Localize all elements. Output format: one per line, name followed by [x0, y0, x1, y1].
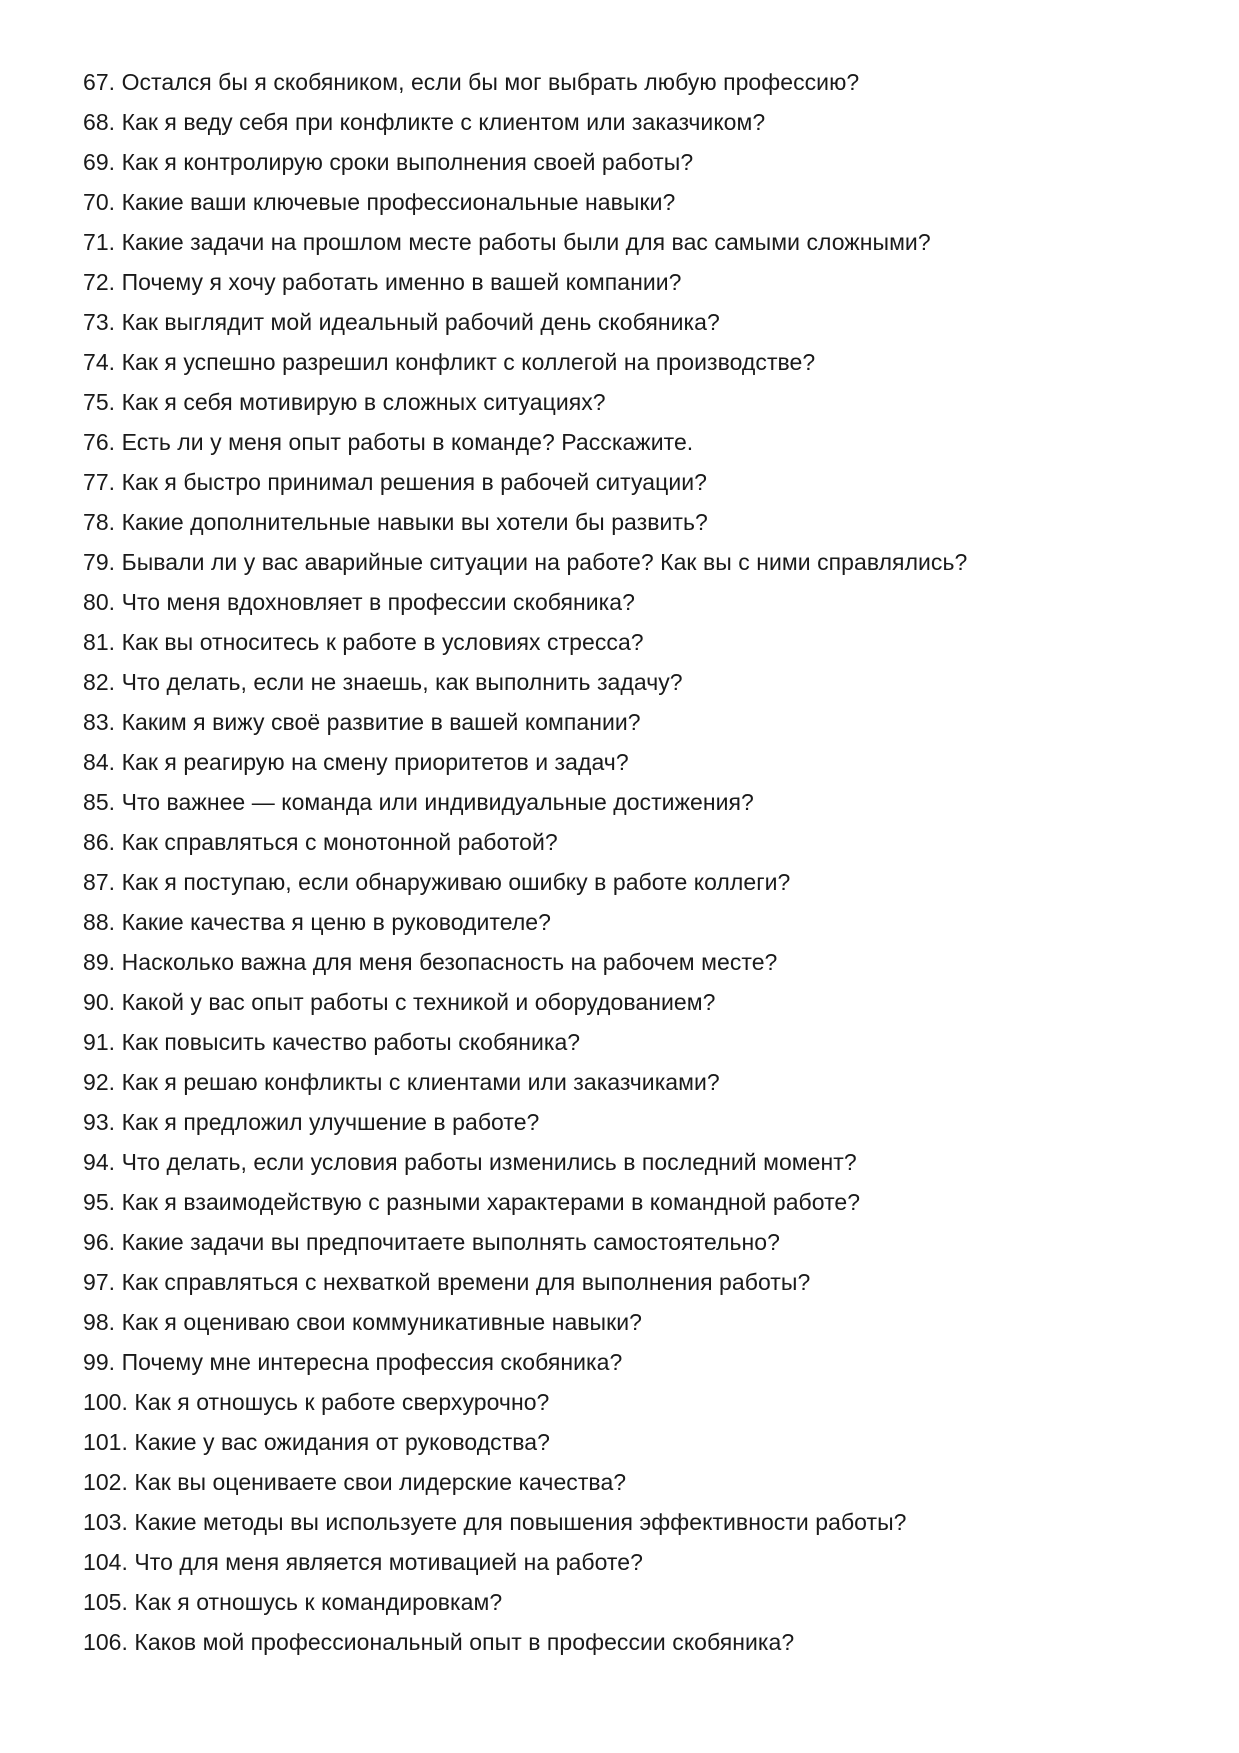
question-item: 76. Есть ли у меня опыт работы в команде? Расскажите. [83, 429, 694, 455]
question-item: 90. Какой у вас опыт работы с техникой и оборудованием? [83, 989, 716, 1015]
question-item: 81. Как вы относитесь к работе в условиях стресса? [83, 629, 644, 655]
question-item: 99. Почему мне интересна профессия скобяника? [83, 1349, 623, 1375]
question-item: 104. Что для меня является мотивацией на работе? [83, 1549, 643, 1575]
question-item: 78. Какие дополнительные навыки вы хотели бы развить? [83, 509, 708, 535]
question-item: 67. Остался бы я скобяником, если бы мог выбрать любую профессию? [83, 69, 860, 95]
question-item: 91. Как повысить качество работы скобяника? [83, 1029, 581, 1055]
question-item: 88. Какие качества я ценю в руководителе? [83, 909, 551, 935]
question-item: 73. Как выглядит мой идеальный рабочий день скобяника? [83, 309, 720, 335]
question-item: 95. Как я взаимодействую с разными характерами в командной работе? [83, 1189, 861, 1215]
question-item: 71. Какие задачи на прошлом месте работы были для вас самыми сложными? [83, 229, 931, 255]
question-item: 87. Как я поступаю, если обнаруживаю ошибку в работе коллеги? [83, 869, 791, 895]
question-item: 79. Бывали ли у вас аварийные ситуации на работе? Как вы с ними справлялись? [83, 549, 968, 575]
question-item: 85. Что важнее — команда или индивидуальные достижения? [83, 789, 754, 815]
question-item: 72. Почему я хочу работать именно в вашей компании? [83, 269, 682, 295]
question-item: 86. Как справляться с монотонной работой? [83, 829, 558, 855]
question-item: 93. Как я предложил улучшение в работе? [83, 1109, 540, 1135]
question-item: 94. Что делать, если условия работы изменились в последний момент? [83, 1149, 857, 1175]
question-item: 101. Какие у вас ожидания от руководства? [83, 1429, 550, 1455]
question-list [83, 62, 1183, 1662]
question-item: 69. Как я контролирую сроки выполнения своей работы? [83, 149, 694, 175]
question-item: 74. Как я успешно разрешил конфликт с коллегой на производстве? [83, 349, 816, 375]
question-item: 100. Как я отношусь к работе сверхурочно? [83, 1389, 550, 1415]
question-item: 83. Каким я вижу своё развитие в вашей компании? [83, 709, 641, 735]
question-item: 75. Как я себя мотивирую в сложных ситуациях? [83, 389, 606, 415]
question-item: 70. Какие ваши ключевые профессиональные навыки? [83, 189, 676, 215]
question-item: 96. Какие задачи вы предпочитаете выполнять самостоятельно? [83, 1229, 780, 1255]
question-item: 105. Как я отношусь к командировкам? [83, 1589, 503, 1615]
question-item: 97. Как справляться с нехваткой времени для выполнения работы? [83, 1269, 811, 1295]
question-item: 82. Что делать, если не знаешь, как выполнить задачу? [83, 669, 683, 695]
question-item: 98. Как я оцениваю свои коммуникативные навыки? [83, 1309, 642, 1335]
question-item: 89. Насколько важна для меня безопасность на рабочем месте? [83, 949, 778, 975]
question-item: 84. Как я реагирую на смену приоритетов и задач? [83, 749, 629, 775]
question-item: 80. Что меня вдохновляет в профессии скобяника? [83, 589, 635, 615]
question-item: 102. Как вы оцениваете свои лидерские качества? [83, 1469, 627, 1495]
question-item: 77. Как я быстро принимал решения в рабочей ситуации? [83, 469, 707, 495]
question-item: 103. Какие методы вы используете для повышения эффективности работы? [83, 1509, 907, 1535]
question-item: 68. Как я веду себя при конфликте с клиентом или заказчиком? [83, 109, 766, 135]
question-item: 106. Каков мой профессиональный опыт в профессии скобяника? [83, 1629, 795, 1655]
question-item: 92. Как я решаю конфликты с клиентами или заказчиками? [83, 1069, 720, 1095]
